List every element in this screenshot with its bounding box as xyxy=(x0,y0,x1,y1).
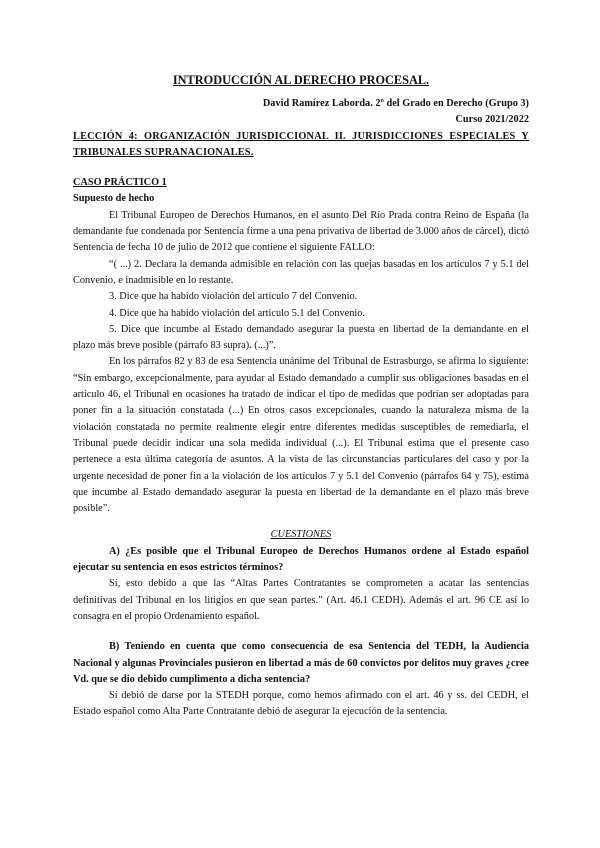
document-page xyxy=(73,72,529,721)
case-intro-paragraph: El Tribunal Europeo de Derechos Humanos, en el asunto Del Río Prada contra Reino de España (la demandante fue condenada por Sentencia firme a una pena privativa de libertad de 3.000 años de cárcel), dictó Sentencia de fecha 10 de julio de 2012 que contiene el siguiente FALLO: xyxy=(73,209,530,254)
case-paragraph-82-83: En los párrafos 82 y 83 de esa Sentencia unánime del Tribunal de Estrasburgo, se afirma lo siguiente: “Sin embargo, excepcionalmente, para ayudar al Estado demandado a cumplir sus obligaciones basadas en el artículo 46, el Tribunal en ocasiones ha tratado de indicar el tipo de medidas que podrían ser adoptadas para poner fin a la situación constatada (...) En otros casos excepcionales, cuando la naturaleza misma de la violación constatada no permite realmente elegir entre diferentes medidas susceptibles de remediarla, el Tribunal puede decidir indicar una sola medida individual (...). El Tribunal estima que el presente caso pertenece a esta última categoría de asuntos. A la vista de las circunstancias particulares del caso y por la urgente necesidad de poner fin a la violación de los artículos 7 y 5.1 del Convenio (párrafos 64 y 75), estima que incumbe al Estado demandado asegurar la puesta en libertad de la demandante en el plazo más breve posible”. xyxy=(73,356,529,515)
question-a: A) ¿Es posible que el Tribunal Europeo de Derechos Humanos ordene al Estado español ejecutar su sentencia en esos estrictos términos? xyxy=(73,545,529,574)
author-line: David Ramírez Laborda. 2º del Grado en Derecho (Grupo 3) xyxy=(262,98,529,109)
ruling-item-5: 5. Dice que incumbe al Estado demandado asegurar la puesta en libertad de la demandante en el plazo más breve posible (párrafo 83 supra). (...)”. xyxy=(73,323,529,352)
case-subheading: Supuesto de hecho xyxy=(73,193,155,205)
ruling-item-4: 4. Dice que ha habido violación del artículo 5.1 del Convenio. xyxy=(109,307,365,319)
question-b: B) Teniendo en cuenta que como consecuencia de esa Sentencia del TEDH, la Audiencia Nacional y algunas Provinciales pusieron en libertad a más de 60 convictos por delitos muy graves ¿cree Vd. que se dio debido cumplimento a dicha sentencia? xyxy=(73,641,529,685)
ruling-item-2: “( ...) 2. Declara la demanda admisible en relación con las quejas basadas en los artículos 7 y 5.1 del Convenio, e inadmisible en lo restante. xyxy=(73,258,529,286)
document-title: INTRODUCCIÓN AL DERECHO PROCESAL. xyxy=(172,73,430,87)
answer-a: Sí, esto debido a que las “Altas Partes Contratantes se comprometen a acatar las sentencias definitivas del Tribunal en los litigios en que sean partes.” (Art. 46.1 CEDH). Además el art. 96 CE así lo consagra en el propio Ordenamiento español. xyxy=(73,578,529,622)
questions-heading: CUESTIONES xyxy=(270,529,332,541)
case-heading: CASO PRÁCTICO 1 xyxy=(73,177,167,189)
answer-b: Sí debió de darse por la STEDH porque, como hemos afirmado con el art. 46 y ss. del CEDH, el Estado español como Alta Parte Contratante debió de asegurar la ejecución de la sentencia. xyxy=(73,690,529,718)
ruling-item-3: 3. Dice que ha habido violación del artículo 7 del Convenio. xyxy=(109,291,358,303)
course-line: Curso 2021/2022 xyxy=(455,114,529,126)
lesson-heading: LECCIÓN 4: ORGANIZACIÓN JURISDICCIONAL II. JURISDICCIONES ESPECIALES Y TRIBUNALES SUPRANACIONALES. xyxy=(73,130,529,158)
